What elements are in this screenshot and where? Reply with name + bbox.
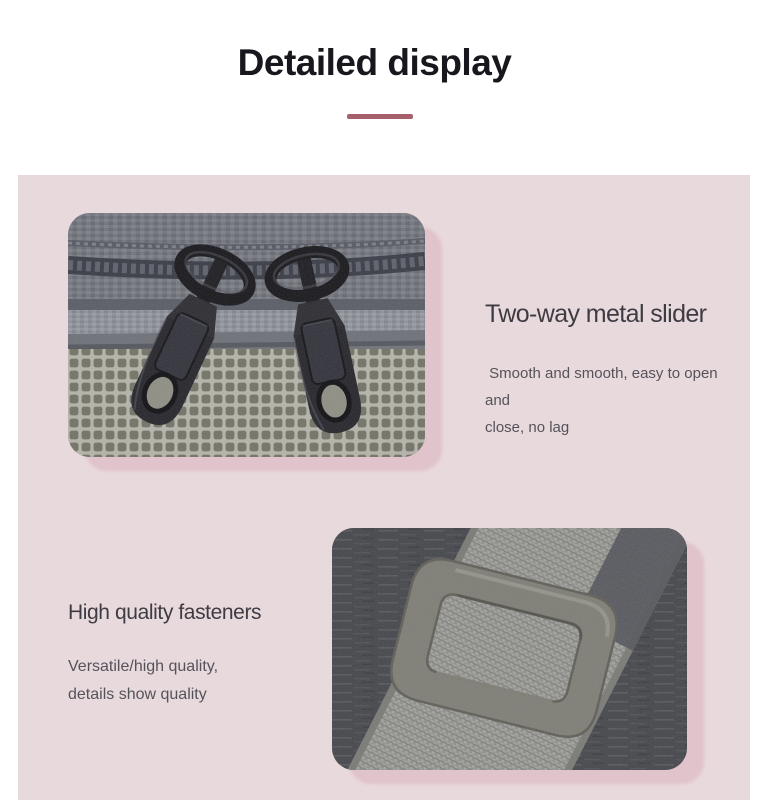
page-title: Detailed display <box>237 42 512 83</box>
page-header <box>0 0 769 119</box>
feature-slider-body-line-1: Smooth and smooth, easy to open and <box>485 364 722 409</box>
detail-panel <box>18 175 750 800</box>
zipper-sliders-photo <box>68 213 425 457</box>
zipper-sliders-illustration <box>68 213 425 457</box>
feature-slider-body-line-2: close, no lag <box>485 418 570 436</box>
feature-fastener-body-line-2: details show quality <box>68 686 207 704</box>
feature-fastener-heading: High quality fasteners <box>68 601 262 624</box>
feature-fastener-textblock <box>68 601 348 709</box>
feature-slider-textblock <box>485 301 745 441</box>
feature-slider-heading: Two-way metal slider <box>485 300 707 328</box>
title-divider-line <box>347 114 413 119</box>
feature-fastener-body-line-1: Versatile/high quality, <box>68 658 219 676</box>
strap-buckle-photo <box>332 528 687 770</box>
strap-buckle-illustration <box>332 528 687 770</box>
